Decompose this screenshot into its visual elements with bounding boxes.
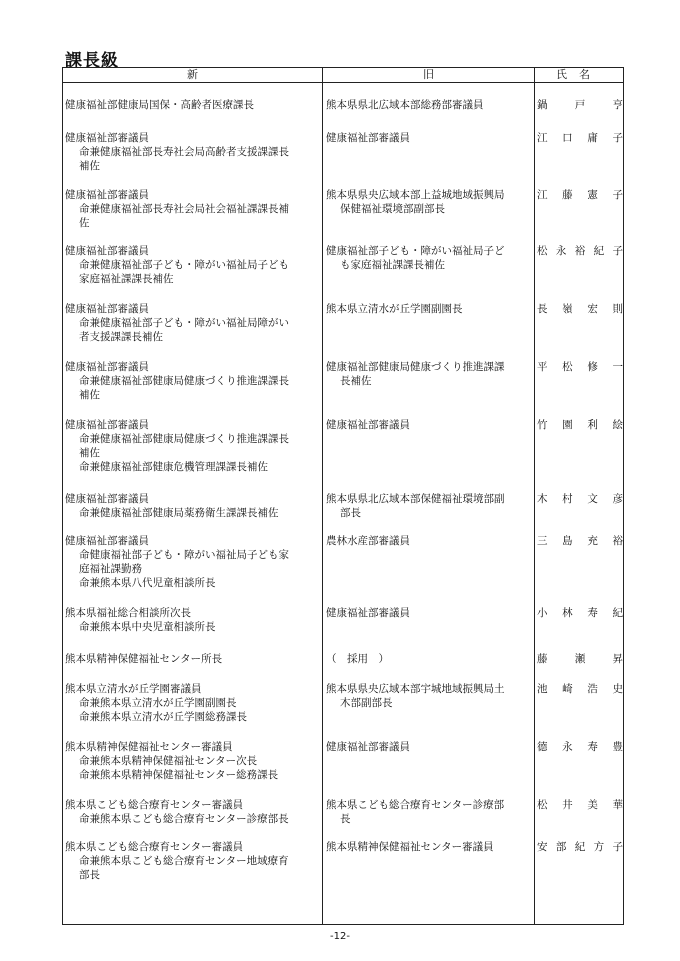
old-position bbox=[326, 244, 534, 272]
new-position-detail: 命兼健康福祉部子ども・障がい福祉局子ども bbox=[79, 259, 289, 271]
new-position-detail: 命兼熊本県こども総合療育センター地域療育 bbox=[79, 855, 289, 867]
new-position-title: 健康福祉部審議員 bbox=[65, 419, 149, 431]
personnel-table bbox=[62, 67, 624, 925]
person-name: 竹園利絵 bbox=[537, 419, 623, 431]
person-name: 三島充裕 bbox=[537, 535, 623, 547]
new-position-title: 健康福祉部審議員 bbox=[65, 245, 149, 257]
old-position-line: 長補佐 bbox=[340, 375, 372, 387]
old-position bbox=[326, 798, 534, 826]
old-position-line: 熊本県県北広域本部保健福祉環境部副 bbox=[326, 493, 505, 505]
new-position bbox=[65, 606, 321, 634]
new-position bbox=[65, 492, 321, 520]
new-position-detail: 命兼熊本県立清水が丘学園副園長 bbox=[79, 697, 237, 709]
person-name: 平松修一 bbox=[537, 361, 623, 373]
new-position-detail: 命兼熊本県精神保健福祉センター次長 bbox=[79, 755, 258, 767]
new-position bbox=[65, 360, 321, 402]
old-position bbox=[326, 302, 534, 316]
new-position-title: 熊本県こども総合療育センター審議員 bbox=[65, 841, 244, 853]
old-position-line: 熊本県県央広域本部宇城地域振興局土 bbox=[326, 683, 505, 695]
new-position-detail: 命兼健康福祉部健康局健康づくり推進課課長 bbox=[79, 433, 289, 445]
old-position bbox=[326, 652, 534, 666]
new-position bbox=[65, 188, 321, 230]
new-position-title: 健康福祉部審議員 bbox=[65, 303, 149, 315]
old-position-line: 健康福祉部健康局健康づくり推進課課 bbox=[326, 361, 505, 373]
new-position-detail: 命兼健康福祉部健康危機管理課課長補佐 bbox=[79, 461, 268, 473]
new-position-detail: 命兼健康福祉部健康局薬務衛生課課長補佐 bbox=[79, 507, 279, 519]
new-position bbox=[65, 244, 321, 286]
person-name: 松井美華 bbox=[537, 799, 623, 811]
new-position-detail: 補佐 bbox=[79, 389, 100, 401]
new-position bbox=[65, 840, 321, 882]
column-divider bbox=[322, 68, 323, 924]
old-position-line: 健康福祉部審議員 bbox=[326, 741, 410, 753]
old-position bbox=[326, 131, 534, 145]
old-position-line: 長 bbox=[340, 813, 351, 825]
new-position bbox=[65, 302, 321, 344]
new-position-title: 健康福祉部審議員 bbox=[65, 493, 149, 505]
old-position bbox=[326, 606, 534, 620]
old-position-line: 健康福祉部審議員 bbox=[326, 607, 410, 619]
old-position bbox=[326, 98, 534, 112]
person-name: 藤瀬昇 bbox=[537, 653, 623, 665]
person-name: 德永寿豊 bbox=[537, 741, 623, 753]
new-position-title: 健康福祉部審議員 bbox=[65, 535, 149, 547]
new-position-detail: 命兼熊本県精神保健福祉センター総務課長 bbox=[79, 769, 279, 781]
person-name: 長嶺宏則 bbox=[537, 303, 623, 315]
new-position-title: 健康福祉部審議員 bbox=[65, 132, 149, 144]
new-position bbox=[65, 131, 321, 173]
old-position-line: 熊本県立清水が丘学園副園長 bbox=[326, 303, 463, 315]
header-old: 旧 bbox=[423, 68, 434, 81]
new-position-detail: 佐 bbox=[79, 217, 90, 229]
old-position-line: も家庭福祉課課長補佐 bbox=[340, 259, 445, 271]
new-position-detail: 命兼健康福祉部子ども・障がい福祉局障がい bbox=[79, 317, 289, 329]
person-name: 池崎浩史 bbox=[537, 683, 623, 695]
new-position-title: 熊本県精神保健福祉センター所長 bbox=[65, 653, 223, 665]
person-name: 安部紀方子 bbox=[537, 841, 623, 853]
new-position-detail: 部長 bbox=[79, 869, 100, 881]
old-position bbox=[326, 188, 534, 216]
header-divider bbox=[63, 82, 623, 83]
new-position bbox=[65, 798, 321, 826]
old-position bbox=[326, 840, 534, 854]
new-position-detail: 命兼熊本県八代児童相談所長 bbox=[79, 577, 216, 589]
new-position-title: 熊本県立清水が丘学園審議員 bbox=[65, 683, 202, 695]
new-position-title: 熊本県福祉総合相談所次長 bbox=[65, 607, 191, 619]
new-position-title: 健康福祉部健康局国保・高齢者医療課長 bbox=[65, 99, 254, 111]
person-name: 松永裕紀子 bbox=[537, 245, 623, 257]
old-position bbox=[326, 418, 534, 432]
header-new: 新 bbox=[187, 68, 198, 81]
person-name: 江藤憲子 bbox=[537, 189, 623, 201]
page-title: 課長級 bbox=[65, 51, 119, 71]
old-position-line: 熊本県県北広域本部総務部審議員 bbox=[326, 99, 484, 111]
old-position-line: 健康福祉部審議員 bbox=[326, 132, 410, 144]
new-position bbox=[65, 740, 321, 782]
old-position-line: 保健福祉環境部副部長 bbox=[340, 203, 445, 215]
old-position-line: 部長 bbox=[340, 507, 361, 519]
column-divider bbox=[534, 68, 535, 924]
old-position-line: （ 採用 ） bbox=[326, 653, 389, 665]
new-position-detail: 命兼健康福祉部長寿社会局社会福祉課課長補 bbox=[79, 203, 289, 215]
old-position bbox=[326, 682, 534, 710]
new-position-detail: 補佐 bbox=[79, 447, 100, 459]
old-position-line: 熊本県精神保健福祉センター審議員 bbox=[326, 841, 494, 853]
new-position-title: 熊本県精神保健福祉センター審議員 bbox=[65, 741, 233, 753]
old-position bbox=[326, 534, 534, 548]
header-name: 氏名 bbox=[556, 68, 602, 81]
new-position-detail: 命兼熊本県中央児童相談所長 bbox=[79, 621, 216, 633]
new-position-detail: 命兼熊本県立清水が丘学園総務課長 bbox=[79, 711, 247, 723]
new-position-title: 熊本県こども総合療育センター審議員 bbox=[65, 799, 244, 811]
old-position-line: 熊本県県央広域本部上益城地域振興局 bbox=[326, 189, 505, 201]
old-position bbox=[326, 740, 534, 754]
new-position-detail: 命兼熊本県こども総合療育センター診療部長 bbox=[79, 813, 289, 825]
old-position bbox=[326, 492, 534, 520]
new-position bbox=[65, 418, 321, 474]
person-name: 江口庸子 bbox=[537, 132, 623, 144]
old-position-line: 農林水産部審議員 bbox=[326, 535, 410, 547]
old-position bbox=[326, 360, 534, 388]
new-position-detail: 命健康福祉部子ども・障がい福祉局子ども家 bbox=[79, 549, 289, 561]
person-name: 木村文彦 bbox=[537, 493, 623, 505]
old-position-line: 健康福祉部子ども・障がい福祉局子ど bbox=[326, 245, 505, 257]
new-position-title: 健康福祉部審議員 bbox=[65, 189, 149, 201]
new-position-detail: 命兼健康福祉部健康局健康づくり推進課課長 bbox=[79, 375, 289, 387]
person-name: 鍋戸亨 bbox=[537, 99, 623, 111]
new-position-title: 健康福祉部審議員 bbox=[65, 361, 149, 373]
person-name: 小林寿紀 bbox=[537, 607, 623, 619]
new-position-detail: 命兼健康福祉部長寿社会局高齢者支援課課長 bbox=[79, 146, 289, 158]
new-position bbox=[65, 534, 321, 590]
new-position-detail: 家庭福祉課課長補佐 bbox=[79, 273, 174, 285]
new-position bbox=[65, 682, 321, 724]
new-position bbox=[65, 652, 321, 666]
page-number: -12- bbox=[330, 931, 350, 942]
new-position-detail: 者支援課課長補佐 bbox=[79, 331, 163, 343]
new-position-detail: 補佐 bbox=[79, 160, 100, 172]
old-position-line: 木部副部長 bbox=[340, 697, 393, 709]
old-position-line: 健康福祉部審議員 bbox=[326, 419, 410, 431]
new-position-detail: 庭福祉課勤務 bbox=[79, 563, 142, 575]
new-position bbox=[65, 98, 321, 112]
old-position-line: 熊本県こども総合療育センター診療部 bbox=[326, 799, 505, 811]
